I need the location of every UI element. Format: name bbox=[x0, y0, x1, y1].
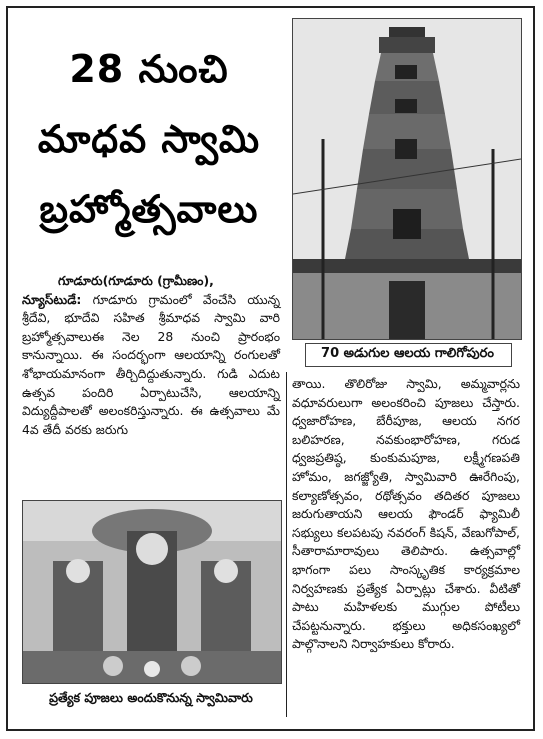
temple-gopuram-image bbox=[293, 19, 521, 339]
article-column-2 bbox=[292, 375, 520, 654]
column-2-body: తాయి. తొలిరోజు స్వామి, అమ్మవార్లను వధూవరులుగా అలంకరించి పూజలు చేస్తారు. ధ్వజారోహణ, బేరీపూజ, ఆలయ నగర బలిహరణ, నవకుంభారోహణ, గరుడ ధ్వజప్రతిష్ఠ, కుంకుమపూజ, లక్ష్మీగణపతి హోమం, జగజ్జ్యోతి, స్వామివారి ఊరేగింపు, కల్యాణోత్సవం, రథోత్సవం తదితర పూజలు జరుగుతాయని ఆలయ ఫౌండర్ ఫ్యామిలీ సభ్యులు కలపటపు నవరంగ్ కిషన్, వేణుగోపాల్, సీతారామారావులు తెలిపారు. ఉత్సవాల్లో భాగంగా పలు సాంస్కృతిక కార్యక్రమాల నిర్వహణకు ప్రత్యేక ఏర్పాట్లు చేశారు. వీటితో పాటు మహిళలకు ముగ్గుల పోటీలు చేపట్టనున్నారు. భక్తులు అధికసంఖ్యలో పాల్గొనాలని నిర్వాహకులు కోరారు. bbox=[292, 376, 520, 652]
dateline-source: న్యూస్‌టుడే: bbox=[22, 291, 82, 307]
deity-photo bbox=[22, 500, 282, 684]
deity-caption: ప్రత్యేక పూజలు అందుకొనున్న స్వామివారు bbox=[49, 690, 253, 705]
headline-line-3: బ్రహ్మోత్సవాలు bbox=[39, 187, 259, 231]
temple-gopuram-photo bbox=[292, 18, 522, 340]
temple-caption: 70 అడుగుల ఆలయ గాలిగోపురం bbox=[321, 346, 494, 361]
dateline-place: గూడూరు(గూడూరు (గ్రామీణం), bbox=[58, 273, 214, 288]
article-column-1 bbox=[22, 272, 280, 439]
deity-image bbox=[23, 501, 281, 683]
headline-line-2: మాధవ స్వామి bbox=[37, 117, 261, 161]
column-1-body: గూడూరు గ్రామంలో వేంచేసి యున్న శ్రీదేవి, భూదేవి సహిత శ్రీమాధవ స్వామి వారి బ్రహ్మోత్సవాలుఈ నెల 28 నుంచి ప్రారంభం కానున్నాయి. ఈ సందర్భంగా ఆలయాన్ని రంగులతో శోభాయమానంగా తీర్చిదిద్దుతున్నారు. గుడి ఎదుట ఉత్సవ పందిరి ఏర్పాటుచేసి, ఆలయాన్ని విద్యుద్దీపాలతో అలంకరిస్తున్నారు. ఈ ఉత్సవాలు మే 4వ తేదీ వరకు జరుగు bbox=[22, 291, 280, 437]
headline-line-1: 28 నుంచి bbox=[69, 47, 229, 91]
dateline bbox=[22, 272, 280, 291]
headline bbox=[18, 20, 280, 258]
column-divider bbox=[286, 372, 287, 717]
